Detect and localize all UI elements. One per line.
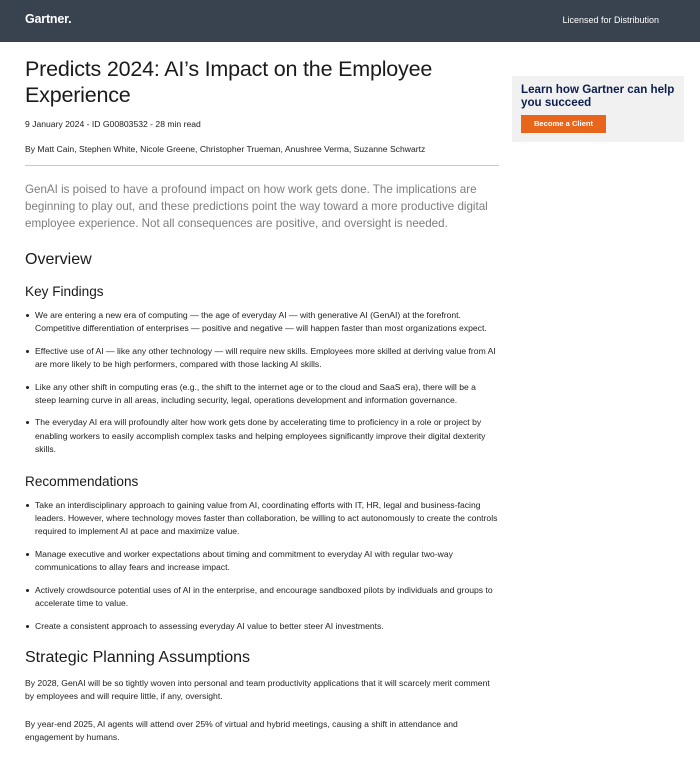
- list-item: Create a consistent approach to assessing everyday AI value to better steer AI investments.: [25, 620, 499, 633]
- recommendations-heading: Recommendations: [25, 473, 139, 489]
- overview-heading: Overview: [25, 251, 92, 268]
- assumption-paragraph: By 2028, GenAI will be so tightly woven into personal and team productivity applications that it will scarcely merit comment by employees and will require little, if any, oversight.: [25, 677, 490, 702]
- license-label: Licensed for Distribution: [562, 15, 659, 25]
- list-item: Manage executive and worker expectations about timing and commitment to everyday AI with regular two-way communications to allay fears and increase impact.: [25, 548, 499, 575]
- recommendations-list: [25, 499, 499, 633]
- planning-assumptions-heading: Strategic Planning Assumptions: [25, 648, 251, 666]
- article-meta: 9 January 2024 - ID G00803532 - 28 min read: [25, 119, 201, 129]
- divider: [25, 165, 499, 166]
- list-item: Take an interdisciplinary approach to gaining value from AI, coordinating efforts with IT, HR, legal and business-facing leaders. However, where technology moves faster than collaboration, be willing to act autonomously to create the controls required to implement AI at pace and maximize value.: [25, 499, 499, 539]
- page-title: [25, 56, 499, 108]
- key-findings-list: [25, 309, 499, 457]
- list-item: Like any other shift in computing eras (e.g., the shift to the internet age or to the cloud and SaaS era), there will be a steep learning curve in all areas, including security, legal, operations development and information governance.: [25, 381, 499, 408]
- key-findings-heading: Key Findings: [25, 284, 104, 299]
- assumption-paragraph: By year-end 2025, AI agents will attend over 25% of virtual and hybrid meetings, causing a shift in attendance and engagement by humans.: [25, 718, 458, 743]
- list-item: Actively crowdsource potential uses of AI in the enterprise, and encourage sandboxed pilots by individuals and groups to accelerate time to value.: [25, 584, 499, 611]
- become-a-client-button[interactable]: Become a Client: [521, 115, 606, 133]
- title-line-1: Predicts 2024: AI’s Impact on the Employee: [25, 57, 433, 81]
- gartner-logo[interactable]: [25, 12, 71, 26]
- article: [25, 56, 499, 745]
- list-item: The everyday AI era will profoundly alter how work gets done by accelerating time to proficiency in a role or project by enabling workers to easily accomplish complex tasks and helping employees significantly improve their digital dexterity skills.: [25, 416, 499, 456]
- cta-title: Learn how Gartner can help you succeed: [521, 83, 675, 109]
- top-bar: [0, 0, 700, 42]
- list-item: Effective use of AI — like any other technology — will require new skills. Employees more skilled at deriving value from AI are more likely to be high performers, compared with those lacking AI skills.: [25, 345, 499, 372]
- logo-dot: .: [68, 12, 72, 26]
- article-authors: By Matt Cain, Stephen White, Nicole Greene, Christopher Trueman, Anushree Verma, Suzanne Schwartz: [25, 144, 426, 154]
- article-summary: GenAI is poised to have a profound impact on how work gets done. The implications are beginning to play out, and these predictions point the way toward a more productive digital employee experience. Not all consequences are positive, and oversight is needed.: [25, 183, 488, 230]
- list-item: We are entering a new era of computing — the age of everyday AI — with generative AI (GenAI) at the forefront. Competitive differentiation of enterprises — positive and negative — will happen faster than most organizations expect.: [25, 309, 499, 336]
- cta-box: [512, 76, 684, 142]
- logo-text: Gartner: [25, 12, 69, 26]
- title-line-2: Experience: [25, 83, 131, 107]
